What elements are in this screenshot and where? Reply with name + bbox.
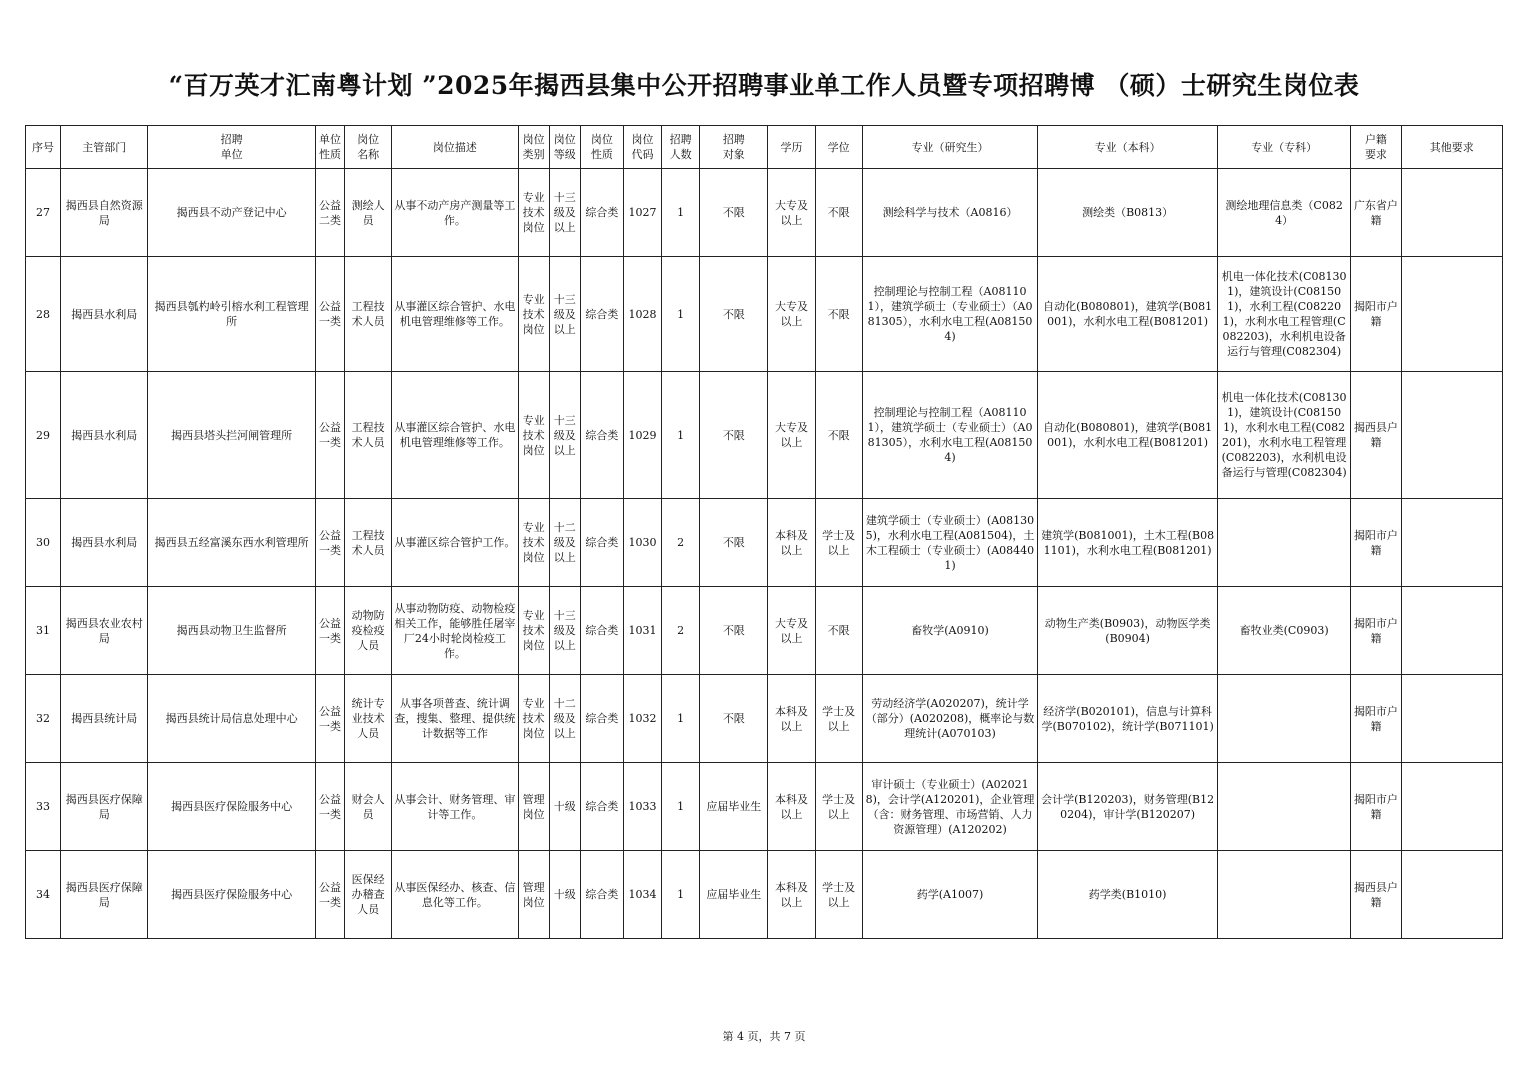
desc-cell: 从事不动产房产测量等工作。 <box>392 169 518 257</box>
grad-major-cell: 劳动经济学(A020207)，统计学（部分）(A020208)，概率论与数理统计(A070103) <box>862 675 1038 763</box>
table-row <box>26 851 1503 939</box>
degree-cell: 学士及以上 <box>815 675 862 763</box>
category-cell: 专业技术岗位 <box>518 257 549 372</box>
category-cell: 管理岗位 <box>518 763 549 851</box>
column-header: 岗位描述 <box>392 126 518 169</box>
table-row <box>26 257 1503 372</box>
dept-cell: 揭西县医疗保障局 <box>61 851 148 939</box>
column-header: 岗位 性质 <box>580 126 623 169</box>
count-cell: 1 <box>662 257 700 372</box>
kind-cell: 综合类 <box>580 675 623 763</box>
bachelor-major-cell: 经济学(B020101)，信息与计算科学(B070102)，统计学(B071101) <box>1038 675 1218 763</box>
college-major-cell: 畜牧业类(C0903) <box>1217 587 1350 675</box>
count-cell: 1 <box>662 169 700 257</box>
target-cell: 不限 <box>700 169 768 257</box>
count-cell: 1 <box>662 851 700 939</box>
table-row <box>26 675 1503 763</box>
college-major-cell <box>1217 763 1350 851</box>
bachelor-major-cell: 药学类(B1010) <box>1038 851 1218 939</box>
code-cell: 1027 <box>623 169 661 257</box>
dept-cell: 揭西县水利局 <box>61 499 148 587</box>
category-cell: 专业技术岗位 <box>518 372 549 499</box>
level-cell: 十三级及以上 <box>549 587 580 675</box>
category-cell: 专业技术岗位 <box>518 587 549 675</box>
count-cell: 2 <box>662 587 700 675</box>
kind-cell: 综合类 <box>580 257 623 372</box>
column-header: 学历 <box>768 126 815 169</box>
hukou-cell: 揭西县户籍 <box>1351 372 1401 499</box>
kind-cell: 综合类 <box>580 499 623 587</box>
unit-cell: 揭西县塔头拦河闸管理所 <box>148 372 316 499</box>
edu-cell: 大专及以上 <box>768 587 815 675</box>
page-footer: 第 4 页，共 7 页 <box>722 1030 806 1043</box>
table-row <box>26 372 1503 499</box>
unit-cell: 揭西县医疗保险服务中心 <box>148 851 316 939</box>
category-cell: 专业技术岗位 <box>518 675 549 763</box>
dept-cell: 揭西县农业农村局 <box>61 587 148 675</box>
other-cell <box>1401 675 1502 763</box>
dept-cell: 揭西县水利局 <box>61 372 148 499</box>
target-cell: 不限 <box>700 372 768 499</box>
code-cell: 1028 <box>623 257 661 372</box>
seq-cell: 32 <box>26 675 61 763</box>
level-cell: 十二级及以上 <box>549 675 580 763</box>
hukou-cell: 揭阳市户籍 <box>1351 763 1401 851</box>
code-cell: 1033 <box>623 763 661 851</box>
level-cell: 十三级及以上 <box>549 257 580 372</box>
category-cell: 专业技术岗位 <box>518 169 549 257</box>
kind-cell: 综合类 <box>580 587 623 675</box>
edu-cell: 本科及以上 <box>768 499 815 587</box>
other-cell <box>1401 851 1502 939</box>
target-cell: 不限 <box>700 675 768 763</box>
bachelor-major-cell: 自动化(B080801)，建筑学(B081001)，水利水电工程(B081201) <box>1038 372 1218 499</box>
hukou-cell: 揭阳市户籍 <box>1351 257 1401 372</box>
grad-major-cell: 建筑学硕士（专业硕士）(A081305)，水利水电工程(A081504)，土木工程硕士（专业硕士）(A084401) <box>862 499 1038 587</box>
nature-cell: 公益一类 <box>315 587 344 675</box>
column-header: 其他要求 <box>1401 126 1502 169</box>
nature-cell: 公益一类 <box>315 257 344 372</box>
grad-major-cell: 药学(A1007) <box>862 851 1038 939</box>
hukou-cell: 揭阳市户籍 <box>1351 587 1401 675</box>
column-header: 招聘 对象 <box>700 126 768 169</box>
grad-major-cell: 测绘科学与技术（A0816） <box>862 169 1038 257</box>
target-cell: 不限 <box>700 257 768 372</box>
seq-cell: 34 <box>26 851 61 939</box>
desc-cell: 从事灌区综合管护、水电机电管理维修等工作。 <box>392 257 518 372</box>
nature-cell: 公益一类 <box>315 763 344 851</box>
column-header: 专业（专科） <box>1217 126 1350 169</box>
column-header: 岗位 等级 <box>549 126 580 169</box>
edu-cell: 大专及以上 <box>768 372 815 499</box>
edu-cell: 本科及以上 <box>768 851 815 939</box>
desc-cell: 从事各项普查、统计调查，搜集、整理、提供统计数据等工作 <box>392 675 518 763</box>
level-cell: 十三级及以上 <box>549 372 580 499</box>
target-cell: 不限 <box>700 587 768 675</box>
page-title: “百万英才汇南粤计划 ”2025年揭西县集中公开招聘事业单工作人员暨专项招聘博 （硕）士研究生岗位表 <box>168 71 1360 100</box>
post-cell: 财会人员 <box>345 763 392 851</box>
table-row <box>26 499 1503 587</box>
header-row <box>26 126 1503 169</box>
code-cell: 1030 <box>623 499 661 587</box>
level-cell: 十二级及以上 <box>549 499 580 587</box>
level-cell: 十三级及以上 <box>549 169 580 257</box>
level-cell: 十级 <box>549 851 580 939</box>
unit-cell: 揭西县医疗保险服务中心 <box>148 763 316 851</box>
post-cell: 医保经办稽查人员 <box>345 851 392 939</box>
degree-cell: 学士及以上 <box>815 499 862 587</box>
count-cell: 1 <box>662 763 700 851</box>
column-header: 主管部门 <box>61 126 148 169</box>
post-cell: 统计专业技术人员 <box>345 675 392 763</box>
seq-cell: 29 <box>26 372 61 499</box>
other-cell <box>1401 763 1502 851</box>
column-header: 招聘 单位 <box>148 126 316 169</box>
other-cell <box>1401 587 1502 675</box>
count-cell: 1 <box>662 675 700 763</box>
dept-cell: 揭西县水利局 <box>61 257 148 372</box>
college-major-cell: 机电一体化技术(C081301)，建筑设计(C081501)，水利工程(C082201)，水利水电工程管理(C082203)，水利机电设备运行与管理(C082304) <box>1217 257 1350 372</box>
code-cell: 1029 <box>623 372 661 499</box>
grad-major-cell: 控制理论与控制工程（A081101），建筑学硕士（专业硕士）（A081305），水利水电工程(A081504) <box>862 257 1038 372</box>
column-header: 岗位 名称 <box>345 126 392 169</box>
edu-cell: 大专及以上 <box>768 169 815 257</box>
code-cell: 1034 <box>623 851 661 939</box>
degree-cell: 不限 <box>815 372 862 499</box>
seq-cell: 30 <box>26 499 61 587</box>
degree-cell: 不限 <box>815 169 862 257</box>
nature-cell: 公益一类 <box>315 372 344 499</box>
bachelor-major-cell: 测绘类（B0813） <box>1038 169 1218 257</box>
desc-cell: 从事灌区综合管护工作。 <box>392 499 518 587</box>
other-cell <box>1401 372 1502 499</box>
unit-cell: 揭西县不动产登记中心 <box>148 169 316 257</box>
post-cell: 工程技术人员 <box>345 257 392 372</box>
target-cell: 应届毕业生 <box>700 763 768 851</box>
bachelor-major-cell: 自动化(B080801)，建筑学(B081001)，水利水电工程(B081201) <box>1038 257 1218 372</box>
edu-cell: 本科及以上 <box>768 763 815 851</box>
target-cell: 应届毕业生 <box>700 851 768 939</box>
college-major-cell <box>1217 499 1350 587</box>
seq-cell: 27 <box>26 169 61 257</box>
edu-cell: 本科及以上 <box>768 675 815 763</box>
unit-cell: 揭西县统计局信息处理中心 <box>148 675 316 763</box>
seq-cell: 33 <box>26 763 61 851</box>
desc-cell: 从事动物防疫、动物检疫相关工作，能够胜任屠宰厂24小时轮岗检疫工作。 <box>392 587 518 675</box>
hukou-cell: 揭西县户籍 <box>1351 851 1401 939</box>
category-cell: 管理岗位 <box>518 851 549 939</box>
kind-cell: 综合类 <box>580 372 623 499</box>
college-major-cell: 机电一体化技术(C081301)，建筑设计(C081501)，水利水电工程(C082201)，水利水电工程管理(C082203)，水利机电设备运行与管理(C082304) <box>1217 372 1350 499</box>
degree-cell: 学士及以上 <box>815 763 862 851</box>
column-header: 学位 <box>815 126 862 169</box>
column-header: 招聘 人数 <box>662 126 700 169</box>
nature-cell: 公益二类 <box>315 169 344 257</box>
hukou-cell: 揭阳市户籍 <box>1351 675 1401 763</box>
dept-cell: 揭西县自然资源局 <box>61 169 148 257</box>
dept-cell: 揭西县医疗保障局 <box>61 763 148 851</box>
kind-cell: 综合类 <box>580 763 623 851</box>
grad-major-cell: 控制理论与控制工程（A081101），建筑学硕士（专业硕士）（A081305），水利水电工程(A081504) <box>862 372 1038 499</box>
post-cell: 工程技术人员 <box>345 499 392 587</box>
target-cell: 不限 <box>700 499 768 587</box>
column-header: 单位 性质 <box>315 126 344 169</box>
hukou-cell: 广东省户籍 <box>1351 169 1401 257</box>
degree-cell: 学士及以上 <box>815 851 862 939</box>
unit-cell: 揭西县动物卫生监督所 <box>148 587 316 675</box>
college-major-cell <box>1217 851 1350 939</box>
degree-cell: 不限 <box>815 257 862 372</box>
count-cell: 2 <box>662 499 700 587</box>
count-cell: 1 <box>662 372 700 499</box>
column-header: 岗位 类别 <box>518 126 549 169</box>
edu-cell: 大专及以上 <box>768 257 815 372</box>
other-cell <box>1401 257 1502 372</box>
table-row <box>26 587 1503 675</box>
dept-cell: 揭西县统计局 <box>61 675 148 763</box>
code-cell: 1031 <box>623 587 661 675</box>
nature-cell: 公益一类 <box>315 675 344 763</box>
college-major-cell <box>1217 675 1350 763</box>
post-cell: 动物防疫检疫人员 <box>345 587 392 675</box>
college-major-cell: 测绘地理信息类（C0824） <box>1217 169 1350 257</box>
unit-cell: 揭西县五经富溪东西水利管理所 <box>148 499 316 587</box>
bachelor-major-cell: 动物生产类(B0903)，动物医学类(B0904) <box>1038 587 1218 675</box>
column-header: 专业（本科） <box>1038 126 1218 169</box>
bachelor-major-cell: 会计学(B120203)，财务管理(B120204)，审计学(B120207) <box>1038 763 1218 851</box>
column-header: 岗位 代码 <box>623 126 661 169</box>
code-cell: 1032 <box>623 675 661 763</box>
level-cell: 十级 <box>549 763 580 851</box>
nature-cell: 公益一类 <box>315 499 344 587</box>
grad-major-cell: 审计硕士（专业硕士）(A020218)，会计学(A120201)，企业管理（含：财务管理、市场营销、人力资源管理）(A120202) <box>862 763 1038 851</box>
hukou-cell: 揭阳市户籍 <box>1351 499 1401 587</box>
grad-major-cell: 畜牧学(A0910) <box>862 587 1038 675</box>
unit-cell: 揭西县瓠杓岭引榕水利工程管理所 <box>148 257 316 372</box>
category-cell: 专业技术岗位 <box>518 499 549 587</box>
column-header: 专业（研究生） <box>862 126 1038 169</box>
seq-cell: 31 <box>26 587 61 675</box>
kind-cell: 综合类 <box>580 851 623 939</box>
desc-cell: 从事医保经办、核查、信息化等工作。 <box>392 851 518 939</box>
post-cell: 测绘人员 <box>345 169 392 257</box>
seq-cell: 28 <box>26 257 61 372</box>
desc-cell: 从事会计、财务管理、审计等工作。 <box>392 763 518 851</box>
job-table <box>25 125 1503 939</box>
column-header: 序号 <box>26 126 61 169</box>
desc-cell: 从事灌区综合管护、水电机电管理维修等工作。 <box>392 372 518 499</box>
degree-cell: 不限 <box>815 587 862 675</box>
bachelor-major-cell: 建筑学(B081001)，土木工程(B081101)，水利水电工程(B081201) <box>1038 499 1218 587</box>
column-header: 户籍 要求 <box>1351 126 1401 169</box>
table-row <box>26 763 1503 851</box>
post-cell: 工程技术人员 <box>345 372 392 499</box>
nature-cell: 公益一类 <box>315 851 344 939</box>
other-cell <box>1401 499 1502 587</box>
kind-cell: 综合类 <box>580 169 623 257</box>
other-cell <box>1401 169 1502 257</box>
table-row <box>26 169 1503 257</box>
